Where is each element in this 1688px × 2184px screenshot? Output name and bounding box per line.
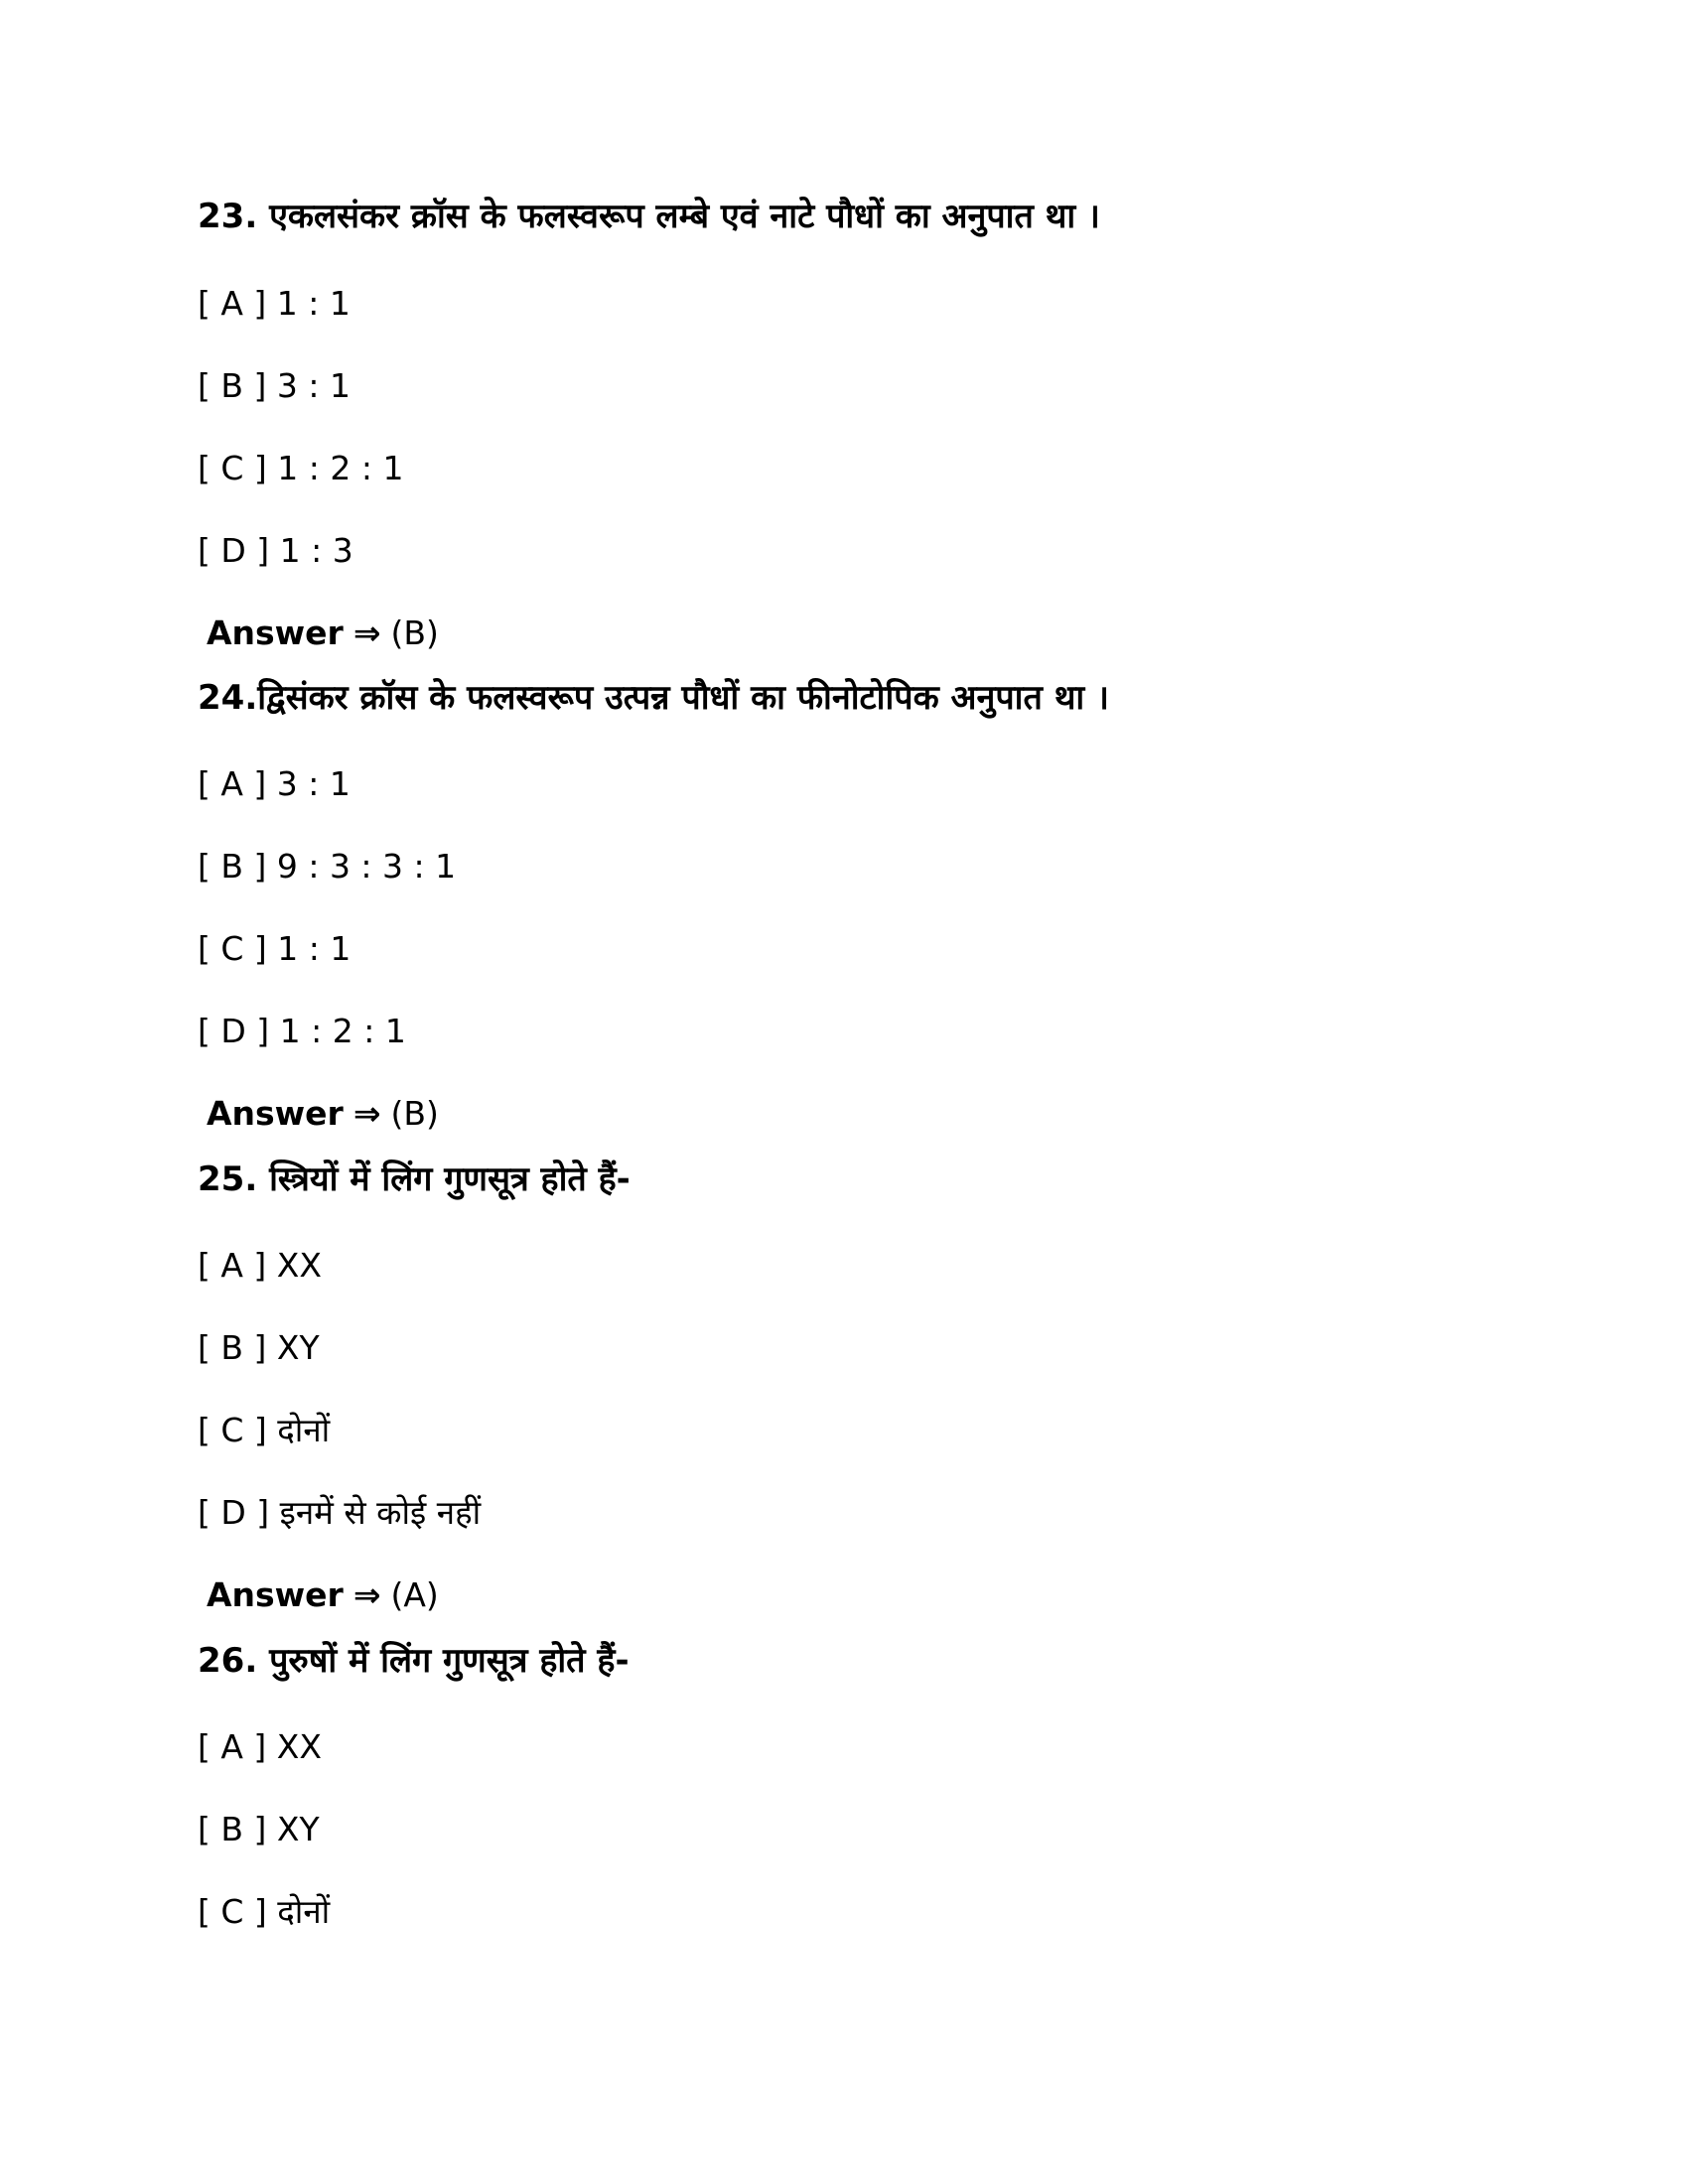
answer-value: (A) (390, 1575, 439, 1614)
question-23-option-d: [ D ] 1 : 3 (198, 531, 353, 570)
question-23-text: 23. एकलसंकर क्रॉस के फलस्वरूप लम्बे एवं नाटे पौधों का अनुपात था । (198, 197, 1100, 236)
answer-arrow-icon: ⇒ (352, 1094, 381, 1133)
answer-value: (B) (390, 614, 439, 652)
question-24-text: 24.द्विसंकर क्रॉस के फलस्वरूप उत्पन्न पौधों का फीनोटोपिक अनुपात था । (198, 678, 1109, 718)
answer-arrow-icon: ⇒ (352, 614, 381, 652)
question-24-option-c: [ C ] 1 : 1 (198, 929, 352, 968)
answer-label: Answer (207, 1094, 344, 1133)
question-25-option-b: [ B ] XY (198, 1328, 320, 1367)
question-24-option-a: [ A ] 3 : 1 (198, 764, 351, 803)
question-25-option-c: [ C ] दोनों (198, 1411, 331, 1449)
question-24-answer (207, 1094, 439, 1134)
answer-arrow-icon: ⇒ (352, 1575, 381, 1614)
question-26-option-b: [ B ] XY (198, 1810, 320, 1848)
answer-label: Answer (207, 1575, 344, 1614)
question-25-text: 25. स्त्रियों में लिंग गुणसूत्र होते हैं- (198, 1160, 631, 1199)
question-25-option-a: [ A ] XX (198, 1246, 323, 1285)
answer-label: Answer (207, 614, 344, 652)
question-26-option-c: [ C ] दोनों (198, 1892, 331, 1931)
answer-value: (B) (390, 1094, 439, 1133)
question-26-option-a: [ A ] XX (198, 1727, 323, 1766)
question-23-answer (207, 614, 439, 653)
question-24-option-d: [ D ] 1 : 2 : 1 (198, 1012, 406, 1050)
question-23-option-a: [ A ] 1 : 1 (198, 284, 351, 323)
question-25-answer (207, 1575, 439, 1615)
question-24-option-b: [ B ] 9 : 3 : 3 : 1 (198, 847, 457, 886)
question-25-option-d: [ D ] इनमें से कोई नहीं (198, 1493, 482, 1532)
question-23-option-c: [ C ] 1 : 2 : 1 (198, 449, 404, 487)
question-23-option-b: [ B ] 3 : 1 (198, 366, 351, 405)
question-26-text: 26. पुरुषों में लिंग गुणसूत्र होते हैं- (198, 1641, 630, 1681)
